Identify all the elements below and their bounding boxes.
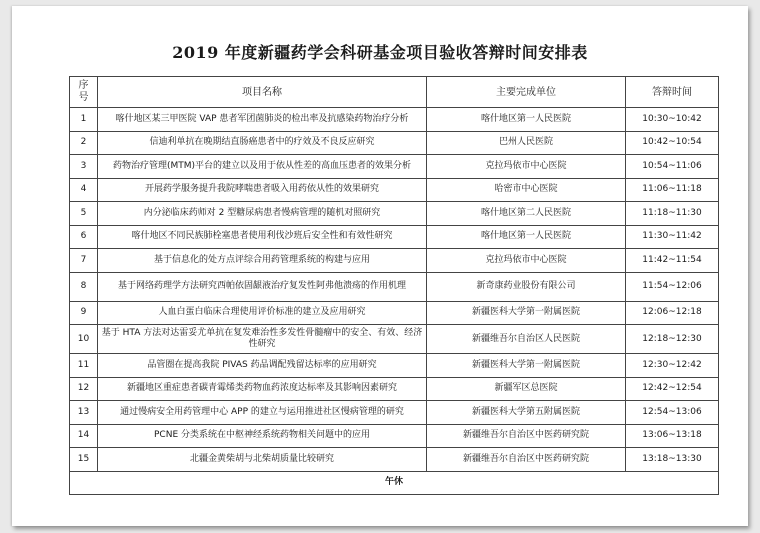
document-title: 2019 年度新疆药学会科研基金项目验收答辩时间安排表 <box>172 43 588 62</box>
row-time: 12:42~12:54 <box>626 377 719 401</box>
row-time: 11:54~12:06 <box>626 272 719 301</box>
row-time: 10:54~11:06 <box>626 155 719 179</box>
row-unit: 新疆军区总医院 <box>427 377 626 401</box>
row-time: 13:06~13:18 <box>626 424 719 448</box>
table-row <box>70 108 719 132</box>
row-time: 11:18~11:30 <box>626 202 719 226</box>
row-index: 13 <box>70 401 98 425</box>
row-index: 12 <box>70 377 98 401</box>
row-unit: 新疆维吾尔自治区中医药研究院 <box>427 448 626 472</box>
row-unit: 喀什地区第二人民医院 <box>427 202 626 226</box>
row-time: 11:30~11:42 <box>626 225 719 249</box>
row-index: 7 <box>70 249 98 273</box>
row-time: 12:18~12:30 <box>626 325 719 354</box>
header-time: 答辩时间 <box>626 77 719 108</box>
row-project: 基于信息化的处方点评综合用药管理系统的构建与应用 <box>98 249 427 273</box>
row-unit: 新疆医科大学第一附属医院 <box>427 354 626 378</box>
table-row <box>70 301 719 325</box>
row-unit: 新奇康药业股份有限公司 <box>427 272 626 301</box>
row-time: 12:54~13:06 <box>626 401 719 425</box>
row-project: 新疆地区重症患者碳青霉烯类药物血药浓度达标率及其影响因素研究 <box>98 377 427 401</box>
schedule-table <box>69 76 719 495</box>
row-unit: 克拉玛依市中心医院 <box>427 249 626 273</box>
row-index: 8 <box>70 272 98 301</box>
row-time: 10:42~10:54 <box>626 131 719 155</box>
row-index: 11 <box>70 354 98 378</box>
table-row <box>70 325 719 354</box>
table-row <box>70 354 719 378</box>
row-project: 开展药学服务提升我院哮喘患者吸入用药依从性的效果研究 <box>98 178 427 202</box>
header-unit: 主要完成单位 <box>427 77 626 108</box>
row-project: 内分泌临床药师对 2 型糖尿病患者慢病管理的随机对照研究 <box>98 202 427 226</box>
table-row <box>70 424 719 448</box>
row-unit: 喀什地区第一人民医院 <box>427 108 626 132</box>
row-project: 人血白蛋白临床合理使用评价标准的建立及应用研究 <box>98 301 427 325</box>
table-row <box>70 401 719 425</box>
row-project: 基于 HTA 方法对达雷妥尤单抗在复发难治性多发性骨髓瘤中的安全、有效、经济性研究 <box>98 325 427 354</box>
table-row <box>70 448 719 472</box>
row-unit: 新疆医科大学第一附属医院 <box>427 301 626 325</box>
row-index: 2 <box>70 131 98 155</box>
table-row <box>70 155 719 179</box>
row-index: 1 <box>70 108 98 132</box>
row-project: 品管圈在提高我院 PIVAS 药品调配残留达标率的应用研究 <box>98 354 427 378</box>
row-index: 5 <box>70 202 98 226</box>
table-row <box>70 249 719 273</box>
row-time: 12:06~12:18 <box>626 301 719 325</box>
table-row <box>70 131 719 155</box>
row-project: 信迪利单抗在晚期结直肠癌患者中的疗效及不良反应研究 <box>98 131 427 155</box>
row-index: 6 <box>70 225 98 249</box>
row-index: 3 <box>70 155 98 179</box>
row-project: 基于网络药理学方法研究西帕依固龈液治疗复发性阿弗他溃疡的作用机理 <box>98 272 427 301</box>
table-row <box>70 178 719 202</box>
row-index: 9 <box>70 301 98 325</box>
row-unit: 新疆医科大学第五附属医院 <box>427 401 626 425</box>
row-time: 10:30~10:42 <box>626 108 719 132</box>
row-project: 药物治疗管理(MTM)平台的建立以及用于依从性差的高血压患者的效果分析 <box>98 155 427 179</box>
table-row <box>70 272 719 301</box>
row-unit: 克拉玛依市中心医院 <box>427 155 626 179</box>
lunch-break-label: 午休 <box>70 471 719 495</box>
row-unit: 新疆维吾尔自治区人民医院 <box>427 325 626 354</box>
row-unit: 哈密市中心医院 <box>427 178 626 202</box>
table-row <box>70 202 719 226</box>
row-project: PCNE 分类系统在中枢神经系统药物相关问题中的应用 <box>98 424 427 448</box>
row-index: 15 <box>70 448 98 472</box>
table-header-row <box>70 77 719 108</box>
row-unit: 喀什地区第一人民医院 <box>427 225 626 249</box>
row-time: 11:42~11:54 <box>626 249 719 273</box>
row-project: 喀什地区某三甲医院 VAP 患者军团菌肺炎的检出率及抗感染药物治疗分析 <box>98 108 427 132</box>
row-unit: 新疆维吾尔自治区中医药研究院 <box>427 424 626 448</box>
row-project: 通过慢病安全用药管理中心 APP 的建立与运用推进社区慢病管理的研究 <box>98 401 427 425</box>
row-unit: 巴州人民医院 <box>427 131 626 155</box>
header-index: 序号 <box>70 77 98 108</box>
row-project: 喀什地区不同民族肺栓塞患者使用利伐沙班后安全性和有效性研究 <box>98 225 427 249</box>
row-time: 13:18~13:30 <box>626 448 719 472</box>
row-index: 4 <box>70 178 98 202</box>
row-time: 11:06~11:18 <box>626 178 719 202</box>
break-row <box>70 471 719 495</box>
row-project: 北疆金黄柴胡与北柴胡质量比较研究 <box>98 448 427 472</box>
header-project: 项目名称 <box>98 77 427 108</box>
table-row <box>70 225 719 249</box>
table-row <box>70 377 719 401</box>
row-time: 12:30~12:42 <box>626 354 719 378</box>
document-page <box>12 6 748 526</box>
row-index: 14 <box>70 424 98 448</box>
row-index: 10 <box>70 325 98 354</box>
